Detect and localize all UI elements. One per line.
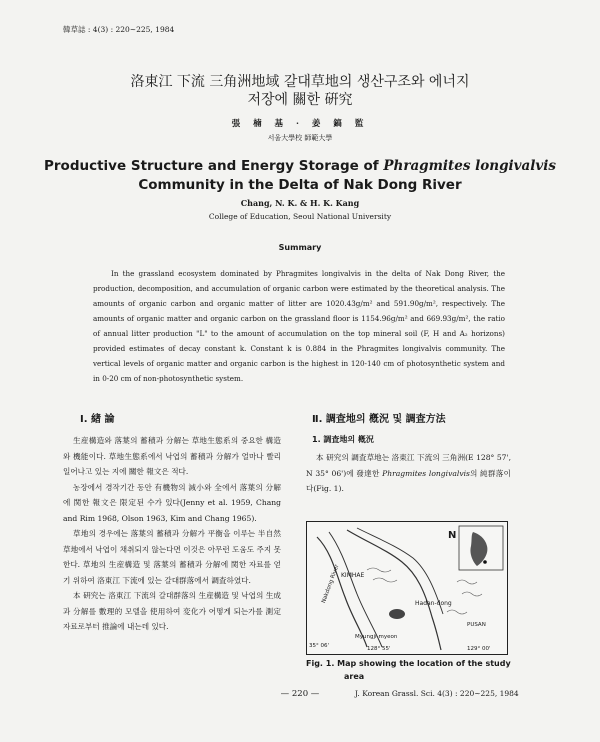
english-affiliation: College of Education, Seoul National University (208, 212, 392, 221)
english-title-line2: Community in the Delta of Nak Dong River (138, 177, 462, 193)
summary-body (93, 266, 505, 386)
korean-title-line2: 저장에 關한 硏究 (247, 92, 353, 108)
map-label-myungji: Myungji-myeon (355, 634, 398, 640)
map-label-kimhae: KIMHAE (341, 572, 365, 579)
map-label-busan: PUSAN (467, 622, 486, 628)
footer-journal-reference: J. Korean Grassl. Sci. 4(3) : 220~225, 1984 (355, 689, 519, 698)
section1-paragraph: 농장에서 경작기간 동안 有機物의 減小와 全에서 落葉의 分解에 関한 報文은 限定된 수가 있다(Jenny et al. 1959, Chang and Rim 1968, Olson 1963, Kim and Chang 1965). (63, 482, 281, 523)
english-title-species: Phragmites longivalvis (383, 158, 556, 174)
korean-affiliation: 서울大學校 師範大學 (267, 134, 333, 142)
section2-body (306, 450, 511, 497)
section2-heading: Ⅱ. 調査地의 槪況 및 調査方法 (312, 414, 446, 425)
journal-reference: 韓草誌 : 4(3) : 220~225, 1984 (63, 25, 175, 34)
section1-paragraph: 草地의 경우에는 落葉의 蓄積과 分解가 平衡을 이루는 半自然草地에서 낙엽이 채취되지 않는다면 이것은 아무런 도움도 주지 못한다. 草地의 生産構造 및 落葉의 蓄積과 分解에 関한 자료를 얻기 위하여 洛東江 下流에 있는 갈대群落에서 調査하였다. (63, 529, 281, 585)
korean-title-line1: 洛東江 下流 三角洲地域 갈대草地의 생산구조와 에너지 (130, 74, 470, 90)
english-title-line1 (0, 157, 600, 176)
section2-text-prefix: 本 研究의 調査草地는 洛東江 下流의 三角洲(E 128° 57', N 35° 06')에 發達한 (306, 453, 511, 478)
map-label-latitude: 35° 06' (309, 643, 330, 649)
english-title-prefix: Productive Structure and Energy Storage of (44, 158, 384, 174)
section2-text-suffix: 의 純群落이다(Fig. 1). (306, 468, 511, 493)
north-arrow-icon: N (448, 530, 457, 541)
map-label-hadan: Hadan-dong (415, 600, 452, 607)
section1-body (63, 433, 281, 635)
section2-species: Phragmites longivalvis (382, 468, 470, 478)
figure-caption (306, 657, 516, 683)
section1-heading: Ⅰ. 緖 論 (80, 414, 115, 425)
summary-heading: Summary (278, 243, 322, 252)
map-label-river: Nakdong River (321, 563, 341, 605)
section1-paragraph: 本 硏究는 洛東江 下流의 갈대群落의 生産構造 및 낙엽의 生成과 分解를 數理的 모델을 使用하여 変化가 어떻게 되는가를 測定 자료로부터 推論에 내는데 있다. (63, 591, 281, 631)
korean-authors: 張 楠 基 · 姜 鎬 監 (231, 119, 369, 129)
inset-location-dot (483, 560, 487, 564)
map-label-longitude-east: 129° 00' (467, 646, 491, 652)
terrain-hatching (367, 568, 482, 614)
study-area-map (306, 521, 508, 655)
map-drawing (307, 522, 507, 654)
river-channel-west-bank (329, 532, 382, 647)
english-authors: Chang, N. K. & H. K. Kang (240, 198, 360, 208)
map-label-longitude-west: 128° 55' (367, 646, 391, 652)
page-number: — 220 — (280, 689, 320, 699)
section1-paragraph: 生産構造와 落葉의 蓄積과 分解는 草地生態系의 중요한 構造와 機能이다. 草地生態系에서 낙엽의 蓄積과 分解가 얼마나 빨리 일어나고 있는 지에 關한 報文은 적다. (63, 436, 281, 476)
summary-text: In the grassland ecosystem dominated by Phragmites longivalvis in the delta of Nak Dong River, the production, decomposition, and accumulation of organic carbon were estimated by the theoretical analysis. The amounts of organic carbon and organic matter of litter are 1020.43g/m² and 591.90g/m², respectively. The amounts of organic matter and organic carbon on the grassland floor is 1154.96g/m² and 669.93g/m², the ratio of annual litter production "L" to the amount of accumulation on the top mineral soil (F, H and A₂ horizons) provided estimates of decay constant k. Constant k is 0.884 in the Phragmites longivalvis community. The vertical levels of organic matter and organic carbon is the highest in 120-140 cm of photosynthetic system and in 0-20 cm of non-photosynthetic system. (93, 269, 505, 383)
study-site-marker (389, 609, 405, 619)
figure-caption-line1: Fig. 1. Map showing the location of the study (306, 659, 511, 668)
figure-caption-line2: area (344, 672, 365, 681)
section2-paragraph (306, 450, 511, 497)
section2-subheading: 1. 調査地의 槪況 (312, 435, 374, 444)
